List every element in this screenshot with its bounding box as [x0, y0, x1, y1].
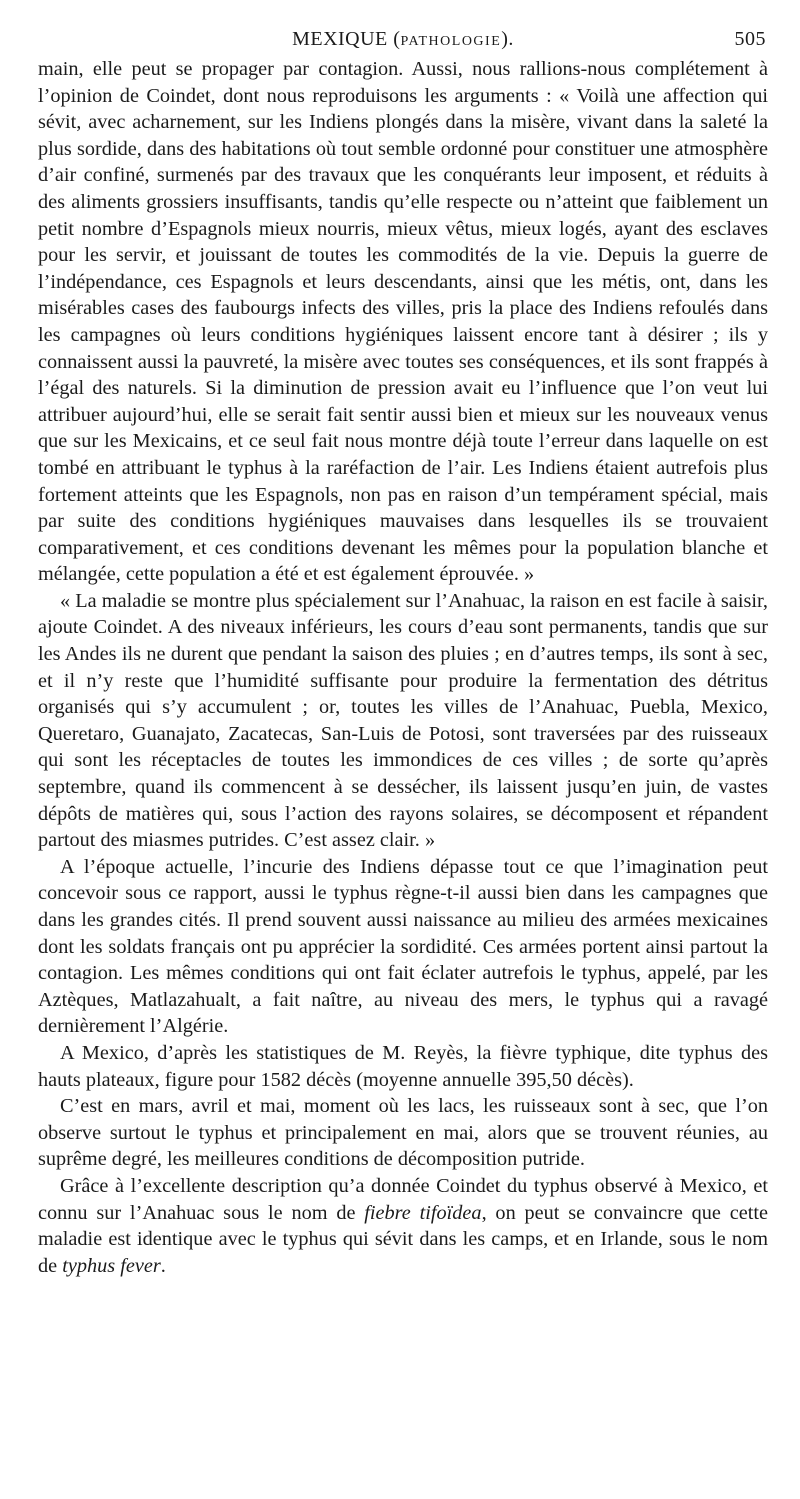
page-number: 505 [734, 28, 766, 50]
paragraph-6 [38, 1173, 768, 1279]
paragraph-3: A l’époque actuelle, l’incurie des Indiens dépasse tout ce que l’imagination peut concevoir sous ce rapport, aussi le typhus règne-t-il aussi bien dans les campagnes que dans les grandes cités. Il prend souvent aussi naissance au milieu des armées mexicaines dont les soldats français ont pu apprécier la sordidité. Ces armées portent ainsi partout la contagion. Les mêmes conditions qui ont fait éclater autrefois le typhus, appelé, par les Aztèques, Matlazahualt, a fait naître, au niveau des mers, le typhus qui a ravagé dernièrement l’Algérie. [38, 855, 768, 1038]
paragraph-5: C’est en mars, avril et mai, moment où les lacs, les ruisseaux sont à sec, que l’on observe surtout le typhus et principalement en mai, alors que se trouvent réunies, au suprême degré, les meilleures conditions de décomposition putride. [38, 1095, 768, 1171]
running-title [38, 28, 768, 51]
paragraph-6-italic-term-1: fiebre tifoïdea [364, 1201, 482, 1224]
paragraph-6-text-before: Grâce à l’excellente description qu’a donnée Coindet du typhus observé à Mexico, et connu sur l’Anahuac sous le nom de [38, 1174, 768, 1224]
paragraph-6-text-after: . [160, 1254, 166, 1277]
paragraph-6-italic-term-2: typhus fever [62, 1254, 161, 1277]
running-title-end: ). [501, 28, 514, 50]
paragraph-1: main, elle peut se propager par contagion. Aussi, nous rallions-nous complétement à l’opinion de Coindet, dont nous reproduisons les arguments : « Voilà une affection qui sévit, avec acharnement, sur les Indiens plongés dans la misère, vivant dans la saleté la plus sordide, dans des habitations où tout semble ordonné pour constituer une atmosphère d’air confiné, surmenés par des travaux que les conquérants leur imposent, et réduits à des aliments grossiers insuffisants, tandis qu’elle respecte ou n’atteint que faiblement un petit nombre d’Espagnols mieux nourris, mieux vêtus, mieux logés, ayant des esclaves pour les servir, et jouissant de toutes les commodités de la vie. Depuis la guerre de l’indépendance, ces Espagnols et leurs descendants, ainsi que les métis, ont, dans les misérables cases des faubourgs infects des villes, pris la place des Indiens refoulés dans les campagnes où leurs conditions hygiéniques laissent encore tant à désirer ; ils y connaissent aussi la pauvreté, la misère avec toutes ses conséquences, et ils sont frappés à l’égal des naturels. Si la diminution de pression avait eu l’influence que l’on veut lui attribuer aujourd’hui, elle se serait fait sentir aussi bien et mieux sur les nouveaux venus que sur les Mexicains, et ce seul fait nous montre déjà toute l’erreur dans laquelle on est tombé en attribuant le typhus à la raréfaction de l’air. Les Indiens étaient autrefois plus fortement atteints que les Espagnols, non pas en raison d’un tempérament spécial, mais par suite des conditions hygiéniques mauvaises dans lesquelles ils se trouvaient comparativement, et ces conditions devenant les mêmes pour la population blanche et mélangée, cette population a été et est également éprouvée. » [38, 58, 768, 586]
running-title-smallcaps: PATHOLOGIE [400, 34, 502, 49]
body-text [38, 56, 768, 1279]
running-title-main: MEXIQUE ( [292, 28, 401, 50]
paragraph-2: « La maladie se montre plus spécialement sur l’Anahuac, la raison en est facile à saisir, ajoute Coindet. A des niveaux inférieurs, les cours d’eau sont permanents, tandis que sur les Andes ils ne durent que pendant la saison des pluies ; en d’autres temps, ils sont à sec, et il n’y reste que l’humidité suffisante pour produire la fermentation des détritus organisés qui s’y accumulent ; or, toutes les villes de l’Anahuac, Puebla, Mexico, Queretaro, Guanajato, Zacatecas, San-Luis de Potosi, sont traversées par des ruisseaux qui sont les réceptacles de toutes les immondices de ces villes ; de sorte qu’après septembre, quand ils commencent à se dessécher, ils laissent jusqu’en juin, de vastes dépôts de matières qui, sous l’action des rayons solaires, se décomposent et répandent partout des miasmes putrides. C’est assez clair. » [38, 589, 768, 852]
paragraph-4: A Mexico, d’après les statistiques de M. Reyès, la fièvre typhique, dite typhus des hauts plateaux, figure pour 1582 décès (moyenne annuelle 395,50 décès). [38, 1041, 768, 1091]
book-page [38, 22, 768, 1279]
running-head [38, 22, 768, 56]
paragraph-6-text-middle: , on peut se convaincre que cette maladie est identique avec le typhus qui sévit dans les camps, et en Irlande, sous le nom de [38, 1201, 768, 1277]
